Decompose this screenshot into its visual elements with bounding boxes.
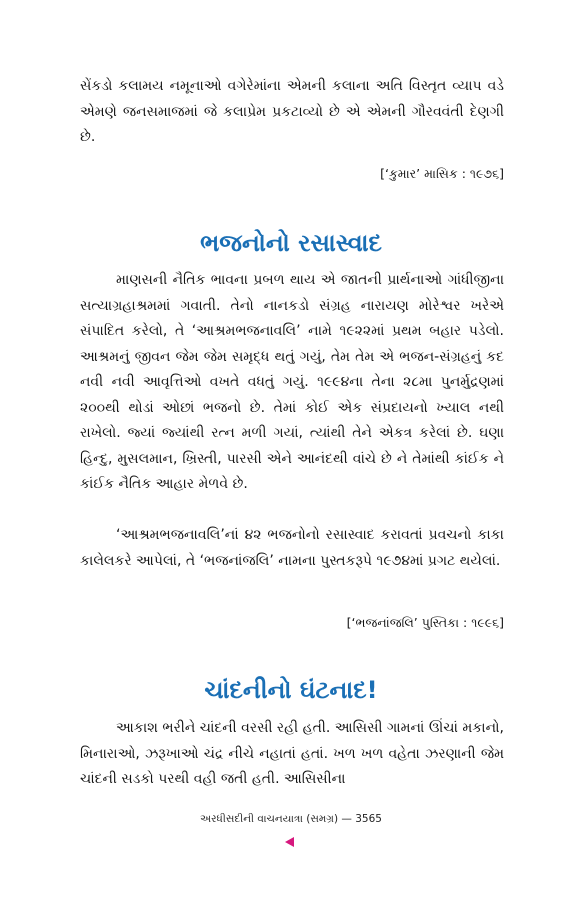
article-title-bhajanono-rasasvad: ભજનોનો રસાસ્વાદ	[200, 229, 382, 257]
source-citation-kumar: [‘કુમાર’ માસિક : ૧૯૭૬]	[380, 166, 504, 181]
previous-page-arrow-icon[interactable]	[285, 837, 294, 847]
article-paragraph-3: આકાશ ભરીને ચાંદની વરસી રહી હતી. આસિસી ગામનાં ઊંચાં મકાનો, મિનારાઓ, ઝરૂખાઓ ચંદ્ર નીચે નહાતાં હતાં. ખળ ખળ વહેતા ઝરણાની જેમ ચાંદની સડકો પરથી વહી જતી હતી. આસિસીના	[80, 720, 504, 787]
page-footer: અરધીસદીની વાચનયાત્રા (સમગ્ર) — 3565	[200, 813, 382, 825]
article-title-chandnino-ghantnad: ચાંદનીનો ઘંટનાદ!	[204, 676, 378, 704]
article-paragraph-2: ‘આશ્રમભજનાવલિ’નાં ૪૨ ભજનોનો રસાસ્વાદ કરાવતાં પ્રવચનો કાકા કાલેલકરે આપેલાં, તે ‘ભજનાંજલિ’ નામના પુસ્તકરૂપે ૧૯૭૪માં પ્રગટ થયેલાં.	[80, 527, 504, 569]
source-citation-bhajananjali: [‘ભજનાંજલિ’ પુસ્તિકા : ૧૯૯૬]	[346, 615, 504, 630]
article-paragraph-1: માણસની નૈતિક ભાવના પ્રબળ થાય એ જાતની પ્રાર્થનાઓ ગાંધીજીના સત્યાગ્રહાશ્રમમાં ગવાતી. તેનો નાનકડો સંગ્રહ નારાયણ મોરેશ્વર ખરેએ સંપાદિત કરેલો, તે ‘આશ્રમભજનાવલિ’ નામે ૧૯૨૨માં પ્રથમ બહાર પડેલો. આશ્રમનું જીવન જેમ જેમ સમૃદ્ધ થતું ગયું, તેમ તેમ એ ભજન-સંગ્રહનું કદ નવી નવી આવૃત્તિઓ વખતે વધતું ગયું. ૧૯૯૪ના તેના ૨૮મા પુનર્મુદ્રણમાં ૨૦૦થી થોડાં ઓછાં ભજનો છે. તેમાં કોઈ એક સંપ્રદાયનો ખ્યાલ નથી રાખેલો. જ્યાં જ્યાંથી રત્ન મળી ગયાં, ત્યાંથી તેને એકત્ર કરેલાં છે. ઘણા હિન્દુ, મુસલમાન, ખ્રિસ્તી, પારસી એને આનંદથી વાંચે છે ને તેમાંથી કાંઈક ને કાંઈક નૈતિક આહાર મેળવે છે.	[80, 272, 504, 492]
continued-paragraph: સેંકડો કલામય નમૂનાઓ વગેરેમાંના એમની કલાના અતિ વિસ્તૃત વ્યાપ વડે એમણે જનસમાજમાં જે કલાપ્રેમ પ્રકટાવ્યો છે એ એમની ગૌરવવંતી દેણગી છે.	[80, 78, 504, 145]
